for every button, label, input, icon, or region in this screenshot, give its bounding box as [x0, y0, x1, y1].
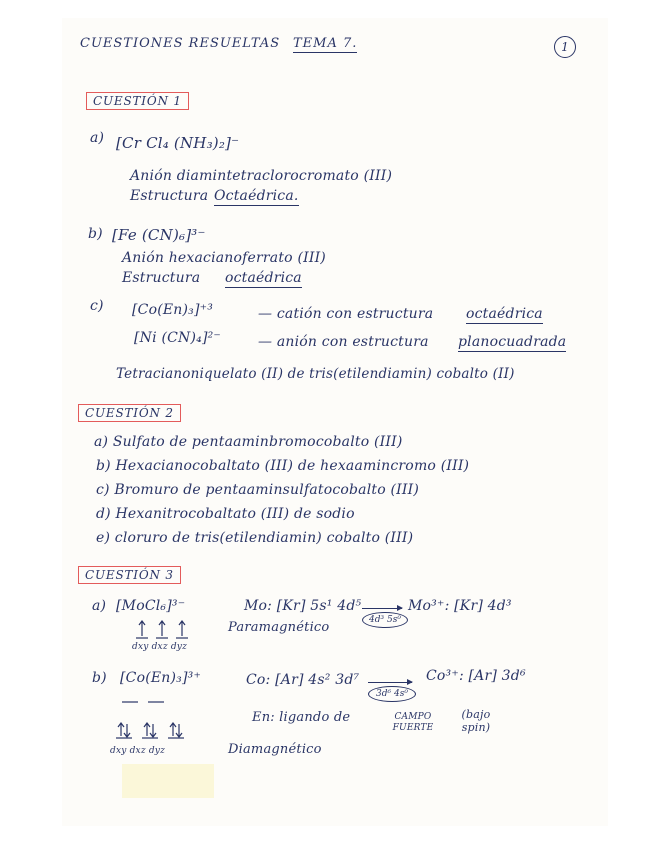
c3-b-config: Co: [Ar] 4s² 3d⁷ — [246, 672, 360, 688]
c3-b-result: Co³⁺: [Ar] 3d⁶ — [426, 668, 526, 684]
c3-b-label: b) — [92, 670, 107, 686]
c3-b-formula: [Co(En)₃]³⁺ — [120, 670, 202, 686]
page-number: 1 — [554, 36, 576, 58]
c1-a-structure-word: Octaédrica. — [214, 188, 299, 204]
c2-item-c: c) Bromuro de pentaaminsulfatocobalto (III) — [96, 482, 420, 498]
cuestion-3-heading: CUESTIÓN 3 — [78, 566, 181, 584]
c1-b-structure-prefix: Estructura — [122, 270, 201, 286]
c3-a-label: a) — [92, 598, 107, 614]
page-title: CUESTIONES RESUELTAS — [80, 36, 281, 51]
c3-a-orbital-labels: dxy dxz dyz — [132, 642, 188, 652]
c2-item-d: d) Hexanitrocobaltato (III) de sodio — [96, 506, 355, 522]
c1-a-formula: [Cr Cl₄ (NH₃)₂]⁻ — [116, 134, 240, 152]
c1-a-label: a) — [90, 130, 105, 146]
c3-b-orbital-labels: dxy dxz dyz — [110, 746, 166, 756]
c2-item-e: e) cloruro de tris(etilendiamin) cobalto (III) — [96, 530, 414, 546]
c3-a-config: Mo: [Kr] 5s¹ 4d⁵ — [244, 598, 362, 614]
c3-a-formula: [MoCl₆]³⁻ — [116, 598, 186, 614]
c3-b-ligand-prefix: En: ligando de — [252, 710, 351, 725]
c3-b-arrow-icon — [368, 682, 412, 683]
c1-c-formula-1: [Co(En)₃]⁺³ — [132, 302, 214, 318]
c1-c-desc-1-word: octaédrica — [466, 306, 543, 322]
c1-c-formula-2: [Ni (CN)₄]²⁻ — [134, 330, 222, 346]
c1-c-name: Tetracianoniquelato (II) de tris(etilendiamin) cobalto (II) — [116, 366, 515, 382]
c1-a-name: Anión diamintetraclorocromato (III) — [130, 168, 393, 184]
c1-c-label: c) — [90, 298, 104, 314]
c2-item-b: b) Hexacianocobaltato (III) de hexaamincromo (III) — [96, 458, 470, 474]
c1-c-desc-2-prefix: — anión con estructura — [258, 334, 429, 350]
c1-c-desc-2-word: planocuadrada — [458, 334, 567, 350]
c3-a-magnetism: Paramagnético — [228, 620, 330, 635]
c1-a-structure-prefix: Estructura — [130, 188, 209, 204]
c3-a-electron-oval: 4d³ 5s⁰ — [362, 612, 408, 628]
c3-a-result: Mo³⁺: [Kr] 4d³ — [408, 598, 512, 614]
cuestion-1-heading: CUESTIÓN 1 — [86, 92, 189, 110]
c1-b-structure-word: octaédrica — [225, 270, 302, 286]
c3-b-magnetism: Diamagnético — [228, 742, 322, 757]
c3-b-electron-oval: 3d⁶ 4s⁰ — [368, 686, 416, 702]
c1-b-label: b) — [88, 226, 103, 242]
c1-b-name: Anión hexacianoferrato (III) — [122, 250, 326, 266]
c2-item-a: a) Sulfato de pentaaminbromocobalto (III) — [94, 434, 403, 450]
c3-b-ligand-strength: CAMPO FUERTE — [392, 712, 434, 733]
tema-label: TEMA 7. — [293, 36, 358, 51]
c1-c-desc-1-prefix: — catión con estructura — [258, 306, 434, 322]
c3-b-orbital-diagram-icon — [112, 698, 192, 744]
c1-b-formula: [Fe (CN)₆]³⁻ — [112, 226, 206, 244]
c3-b-spin: (bajo spin) — [461, 708, 491, 734]
cuestion-2-heading: CUESTIÓN 2 — [78, 404, 181, 422]
c3-a-arrow-icon — [362, 608, 402, 609]
c3-a-orbital-diagram-icon — [132, 616, 194, 642]
highlighter-mark — [122, 764, 214, 798]
